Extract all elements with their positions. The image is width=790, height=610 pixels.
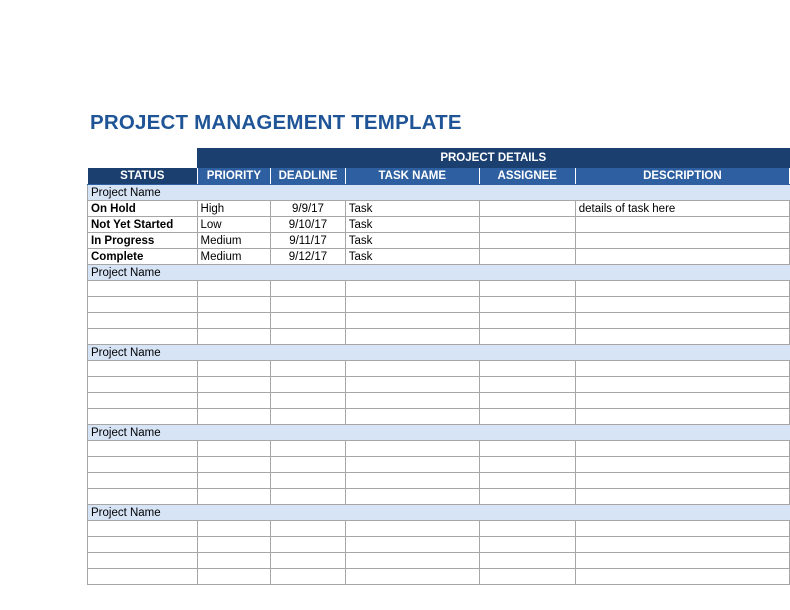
task-row [88, 281, 790, 297]
assignee-cell[interactable] [479, 521, 575, 537]
task-name-cell[interactable] [345, 281, 479, 297]
priority-cell[interactable]: High [197, 201, 271, 217]
column-header-description: DESCRIPTION [575, 168, 789, 185]
project-name-cell[interactable]: Project Name [88, 505, 198, 521]
deadline-cell[interactable] [271, 553, 346, 569]
task-row [88, 233, 790, 249]
assignee-cell[interactable] [479, 441, 575, 457]
assignee-cell[interactable] [479, 281, 575, 297]
task-row [88, 473, 790, 489]
priority-cell[interactable] [197, 297, 271, 313]
page-title: PROJECT MANAGEMENT TEMPLATE [90, 111, 462, 134]
deadline-cell[interactable] [271, 457, 346, 473]
group-fill-cell[interactable] [197, 185, 271, 201]
task-row [88, 329, 790, 345]
task-row [88, 361, 790, 377]
project-table [87, 148, 790, 585]
deadline-cell[interactable] [271, 313, 346, 329]
deadline-cell[interactable] [271, 409, 346, 425]
project-name-cell[interactable]: Project Name [88, 185, 198, 201]
priority-cell[interactable] [197, 441, 271, 457]
status-cell[interactable] [88, 553, 198, 569]
description-cell[interactable] [575, 377, 789, 393]
task-name-cell[interactable] [345, 489, 479, 505]
project-group-row [88, 185, 790, 201]
blank-cell [88, 149, 198, 168]
deadline-cell[interactable] [271, 361, 346, 377]
description-cell[interactable] [575, 569, 789, 585]
priority-cell[interactable] [197, 393, 271, 409]
description-cell[interactable] [575, 233, 789, 249]
group-fill-cell[interactable] [345, 345, 479, 361]
task-row [88, 457, 790, 473]
task-name-cell[interactable] [345, 553, 479, 569]
task-row [88, 217, 790, 233]
task-row [88, 521, 790, 537]
description-cell[interactable] [575, 313, 789, 329]
task-name-cell[interactable] [345, 569, 479, 585]
deadline-cell[interactable] [271, 489, 346, 505]
priority-cell[interactable] [197, 329, 271, 345]
project-name-cell[interactable]: Project Name [88, 265, 198, 281]
status-cell[interactable] [88, 393, 198, 409]
priority-cell[interactable]: Medium [197, 249, 271, 265]
task-name-cell[interactable]: Task [345, 217, 479, 233]
deadline-cell[interactable] [271, 521, 346, 537]
description-cell[interactable] [575, 217, 789, 233]
deadline-cell[interactable] [271, 537, 346, 553]
priority-cell[interactable] [197, 473, 271, 489]
task-name-cell[interactable] [345, 377, 479, 393]
deadline-cell[interactable] [271, 441, 346, 457]
deadline-cell[interactable] [271, 377, 346, 393]
group-fill-cell[interactable] [197, 505, 271, 521]
column-header-deadline: DEADLINE [271, 168, 346, 185]
task-name-cell[interactable]: Task [345, 201, 479, 217]
status-cell[interactable] [88, 409, 198, 425]
task-name-cell[interactable] [345, 361, 479, 377]
priority-cell[interactable]: Medium [197, 233, 271, 249]
assignee-cell[interactable] [479, 297, 575, 313]
group-fill-cell[interactable] [271, 185, 346, 201]
group-fill-cell[interactable] [575, 265, 789, 281]
description-cell[interactable] [575, 409, 789, 425]
description-cell[interactable] [575, 473, 789, 489]
task-row [88, 313, 790, 329]
task-row [88, 489, 790, 505]
task-name-cell[interactable] [345, 473, 479, 489]
description-cell[interactable] [575, 361, 789, 377]
priority-cell[interactable] [197, 457, 271, 473]
group-fill-cell[interactable] [197, 345, 271, 361]
assignee-cell[interactable] [479, 233, 575, 249]
status-cell[interactable]: Not Yet Started [88, 217, 198, 233]
status-cell[interactable] [88, 441, 198, 457]
group-fill-cell[interactable] [345, 425, 479, 441]
assignee-cell[interactable] [479, 393, 575, 409]
group-fill-cell[interactable] [575, 185, 789, 201]
task-row [88, 201, 790, 217]
priority-cell[interactable] [197, 521, 271, 537]
assignee-cell[interactable] [479, 473, 575, 489]
status-cell[interactable] [88, 537, 198, 553]
priority-cell[interactable] [197, 553, 271, 569]
group-fill-cell[interactable] [271, 505, 346, 521]
project-group-row [88, 425, 790, 441]
deadline-cell[interactable] [271, 281, 346, 297]
status-cell[interactable]: Complete [88, 249, 198, 265]
status-cell[interactable] [88, 329, 198, 345]
assignee-cell[interactable] [479, 313, 575, 329]
status-cell[interactable] [88, 521, 198, 537]
deadline-cell[interactable]: 9/10/17 [271, 217, 346, 233]
group-fill-cell[interactable] [575, 425, 789, 441]
project-group-row [88, 265, 790, 281]
group-fill-cell[interactable] [479, 425, 575, 441]
task-row [88, 377, 790, 393]
status-cell[interactable] [88, 313, 198, 329]
description-cell[interactable] [575, 393, 789, 409]
column-header-task-name: TASK NAME [345, 168, 479, 185]
deadline-cell[interactable] [271, 297, 346, 313]
task-name-cell[interactable] [345, 297, 479, 313]
deadline-cell[interactable]: 9/9/17 [271, 201, 346, 217]
task-row [88, 393, 790, 409]
deadline-cell[interactable] [271, 473, 346, 489]
task-row [88, 441, 790, 457]
group-fill-cell[interactable] [345, 265, 479, 281]
description-cell[interactable] [575, 489, 789, 505]
description-cell[interactable] [575, 553, 789, 569]
priority-cell[interactable] [197, 361, 271, 377]
task-name-cell[interactable]: Task [345, 249, 479, 265]
deadline-cell[interactable] [271, 569, 346, 585]
status-cell[interactable] [88, 473, 198, 489]
project-group-row [88, 505, 790, 521]
deadline-cell[interactable] [271, 329, 346, 345]
assignee-cell[interactable] [479, 537, 575, 553]
status-cell[interactable]: On Hold [88, 201, 198, 217]
description-cell[interactable] [575, 537, 789, 553]
priority-cell[interactable] [197, 537, 271, 553]
assignee-cell[interactable] [479, 249, 575, 265]
task-name-cell[interactable] [345, 313, 479, 329]
column-header-priority: PRIORITY [197, 168, 271, 185]
group-fill-cell[interactable] [479, 265, 575, 281]
task-name-cell[interactable] [345, 329, 479, 345]
status-cell[interactable] [88, 489, 198, 505]
assignee-cell[interactable] [479, 409, 575, 425]
project-name-cell[interactable]: Project Name [88, 345, 198, 361]
priority-cell[interactable] [197, 489, 271, 505]
task-row [88, 537, 790, 553]
section-header-row [88, 149, 790, 168]
status-cell[interactable] [88, 457, 198, 473]
status-cell[interactable] [88, 361, 198, 377]
group-fill-cell[interactable] [479, 345, 575, 361]
group-fill-cell[interactable] [479, 505, 575, 521]
assignee-cell[interactable] [479, 201, 575, 217]
deadline-cell[interactable] [271, 393, 346, 409]
task-row [88, 569, 790, 585]
description-cell[interactable] [575, 441, 789, 457]
group-fill-cell[interactable] [271, 345, 346, 361]
group-fill-cell[interactable] [575, 505, 789, 521]
priority-cell[interactable]: Low [197, 217, 271, 233]
assignee-cell[interactable] [479, 217, 575, 233]
assignee-cell[interactable] [479, 329, 575, 345]
task-name-cell[interactable] [345, 521, 479, 537]
task-row [88, 409, 790, 425]
group-fill-cell[interactable] [197, 265, 271, 281]
task-name-cell[interactable] [345, 537, 479, 553]
priority-cell[interactable] [197, 377, 271, 393]
project-name-cell[interactable]: Project Name [88, 425, 198, 441]
priority-cell[interactable] [197, 281, 271, 297]
project-group-row [88, 345, 790, 361]
task-name-cell[interactable] [345, 441, 479, 457]
task-row [88, 297, 790, 313]
priority-cell[interactable] [197, 569, 271, 585]
group-fill-cell[interactable] [271, 425, 346, 441]
group-fill-cell[interactable] [271, 265, 346, 281]
priority-cell[interactable] [197, 313, 271, 329]
status-cell[interactable]: In Progress [88, 233, 198, 249]
group-fill-cell[interactable] [345, 185, 479, 201]
assignee-cell[interactable] [479, 377, 575, 393]
column-header-status: STATUS [88, 168, 198, 185]
description-cell[interactable] [575, 249, 789, 265]
description-cell[interactable]: details of task here [575, 201, 789, 217]
status-cell[interactable] [88, 297, 198, 313]
deadline-cell[interactable]: 9/12/17 [271, 249, 346, 265]
group-fill-cell[interactable] [345, 505, 479, 521]
assignee-cell[interactable] [479, 489, 575, 505]
description-cell[interactable] [575, 521, 789, 537]
assignee-cell[interactable] [479, 569, 575, 585]
description-cell[interactable] [575, 281, 789, 297]
task-row [88, 249, 790, 265]
task-row [88, 553, 790, 569]
description-cell[interactable] [575, 457, 789, 473]
assignee-cell[interactable] [479, 457, 575, 473]
assignee-cell[interactable] [479, 553, 575, 569]
assignee-cell[interactable] [479, 361, 575, 377]
group-fill-cell[interactable] [197, 425, 271, 441]
status-cell[interactable] [88, 569, 198, 585]
status-cell[interactable] [88, 281, 198, 297]
column-header-assignee: ASSIGNEE [479, 168, 575, 185]
group-fill-cell[interactable] [479, 185, 575, 201]
description-cell[interactable] [575, 329, 789, 345]
column-header-row [88, 168, 790, 185]
task-name-cell[interactable]: Task [345, 233, 479, 249]
status-cell[interactable] [88, 377, 198, 393]
priority-cell[interactable] [197, 409, 271, 425]
task-name-cell[interactable] [345, 409, 479, 425]
description-cell[interactable] [575, 297, 789, 313]
task-name-cell[interactable] [345, 457, 479, 473]
deadline-cell[interactable]: 9/11/17 [271, 233, 346, 249]
group-fill-cell[interactable] [575, 345, 789, 361]
project-details-header: PROJECT DETAILS [197, 149, 789, 168]
task-name-cell[interactable] [345, 393, 479, 409]
